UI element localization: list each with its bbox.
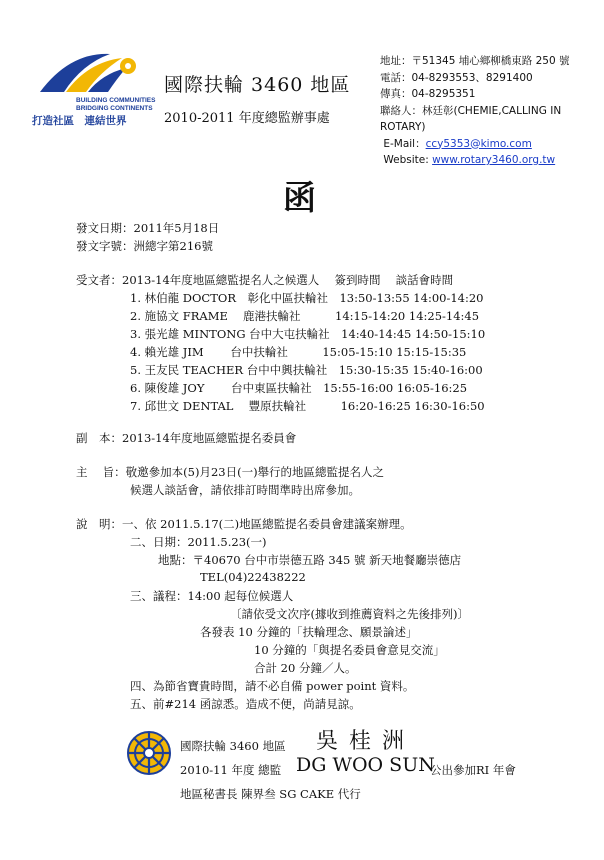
explanation-tel: TEL(04)22438222 [200, 570, 306, 584]
subject-line2: 候選人談話會，請依排訂時間準時出席參加。 [130, 483, 360, 497]
recipient-row: 1. 林伯龍 DOCTOR 彰化中區扶輪社 13:50-13:55 14:00-14:20 [130, 291, 484, 305]
recipients-heading: 受文者：2013-14年度地區總監提名人之候選人 簽到時間 談話會時間 [76, 273, 454, 287]
contact-fax: 傳真：04-8295351 [380, 88, 476, 100]
subject-line1: 主 旨：敬邀參加本(5)月23日(一)舉行的地區總監提名人之 [76, 465, 385, 479]
contact-website-row [380, 152, 604, 169]
recipient-row: 4. 賴光雄 JIM 台中扶輪社 15:05-15:10 15:15-15:35 [130, 345, 467, 359]
logo-text-line1: BUILDING COMMUNITIES [76, 97, 156, 104]
recipient-row: 7. 邱世文 DENTAL 豐原扶輪社 16:20-16:25 16:30-16:50 [130, 399, 485, 413]
logo-slogan: 打造社區 連結世界 [32, 115, 127, 127]
issue-ref: 發文字號：洲總字第216號 [76, 239, 213, 253]
org-title: 國際扶輪 3460 地區 [164, 74, 351, 96]
contact-person: 聯絡人：林廷彰(CHEMIE,CALLING IN ROTARY) [380, 104, 562, 133]
signature-note: 公出參加RI 年會 [430, 763, 516, 777]
explanation-total: 合計 20 分鐘／人。 [254, 661, 357, 675]
signature-title: 2010-11 年度 總監 [180, 763, 282, 777]
contact-block [380, 53, 604, 169]
contact-phone: 電話：04-8293553、8291400 [380, 71, 533, 84]
rotary-wheel-icon [120, 58, 136, 74]
issue-date: 發文日期：2011年5月18日 [76, 221, 220, 235]
rotary-wheel-icon [125, 729, 173, 777]
explanation-part2: 10 分鐘的「與提名委員會意見交流」 [254, 643, 445, 657]
document-title: 函 [283, 178, 316, 217]
signature-org: 國際扶輪 3460 地區 [180, 739, 286, 753]
logo-text-line2: BRIDGING CONTINENTS [76, 105, 153, 112]
explanation-item-1: 說 明：一、依 2011.5.17(二)地區總監提名委員會建議案辦理。 [76, 517, 412, 531]
email-label: E-Mail： [383, 137, 426, 150]
signature-name-cn: 吳 桂 洲 [316, 729, 406, 754]
logo-graphic [30, 48, 158, 128]
org-subtitle: 2010-2011 年度總監辦事處 [164, 111, 330, 126]
website-label: Website: [383, 154, 433, 166]
contact-email-row [380, 136, 604, 153]
explanation-item-5: 五、前#214 函諒悉。造成不便，尚請見諒。 [130, 697, 361, 711]
signature-deputy: 地區秘書長 陳界叁 SG CAKE 代行 [180, 787, 361, 801]
signature-name-en: DG WOO SUN [296, 754, 435, 776]
explanation-part1: 各發表 10 分鐘的「扶輪理念、願景論述」 [200, 625, 418, 639]
recipient-row: 5. 王友民 TEACHER 台中中興扶輪社 15:30-15:35 15:40-16:00 [130, 363, 483, 377]
rotary-district-logo [30, 48, 158, 128]
explanation-item-4: 四、為節省寶貴時間，請不必自備 power point 資料。 [130, 679, 415, 693]
copy-to: 副 本：2013-14年度地區總監提名委員會 [76, 431, 297, 445]
recipient-row: 2. 施協文 FRAME 鹿港扶輪社 14:15-14:20 14:25-14:45 [130, 309, 480, 323]
recipient-row: 6. 陳俊雄 JOY 台中東區扶輪社 15:55-16:00 16:05-16:25 [130, 381, 468, 395]
explanation-item-3: 三、議程：14:00 起每位候選人 [130, 589, 294, 603]
explanation-venue: 地點：〒40670 台中市崇德五路 345 號 新天地餐廳崇德店 [158, 553, 462, 567]
website-link[interactable]: www.rotary3460.org.tw [432, 154, 556, 166]
explanation-item-2: 二、日期：2011.5.23(一) [130, 535, 267, 549]
recipient-row: 3. 張光雄 MINTONG 台中大屯扶輪社 14:40-14:45 14:50-15:10 [130, 327, 486, 341]
explanation-order-note: 〔請依受文次序(據收到推薦資料之先後排列)〕 [230, 607, 469, 621]
email-link[interactable]: ccy5353@kimo.com [425, 137, 532, 150]
contact-address: 地址：〒51345 埔心鄉柳橋東路 250 號 [380, 55, 570, 67]
